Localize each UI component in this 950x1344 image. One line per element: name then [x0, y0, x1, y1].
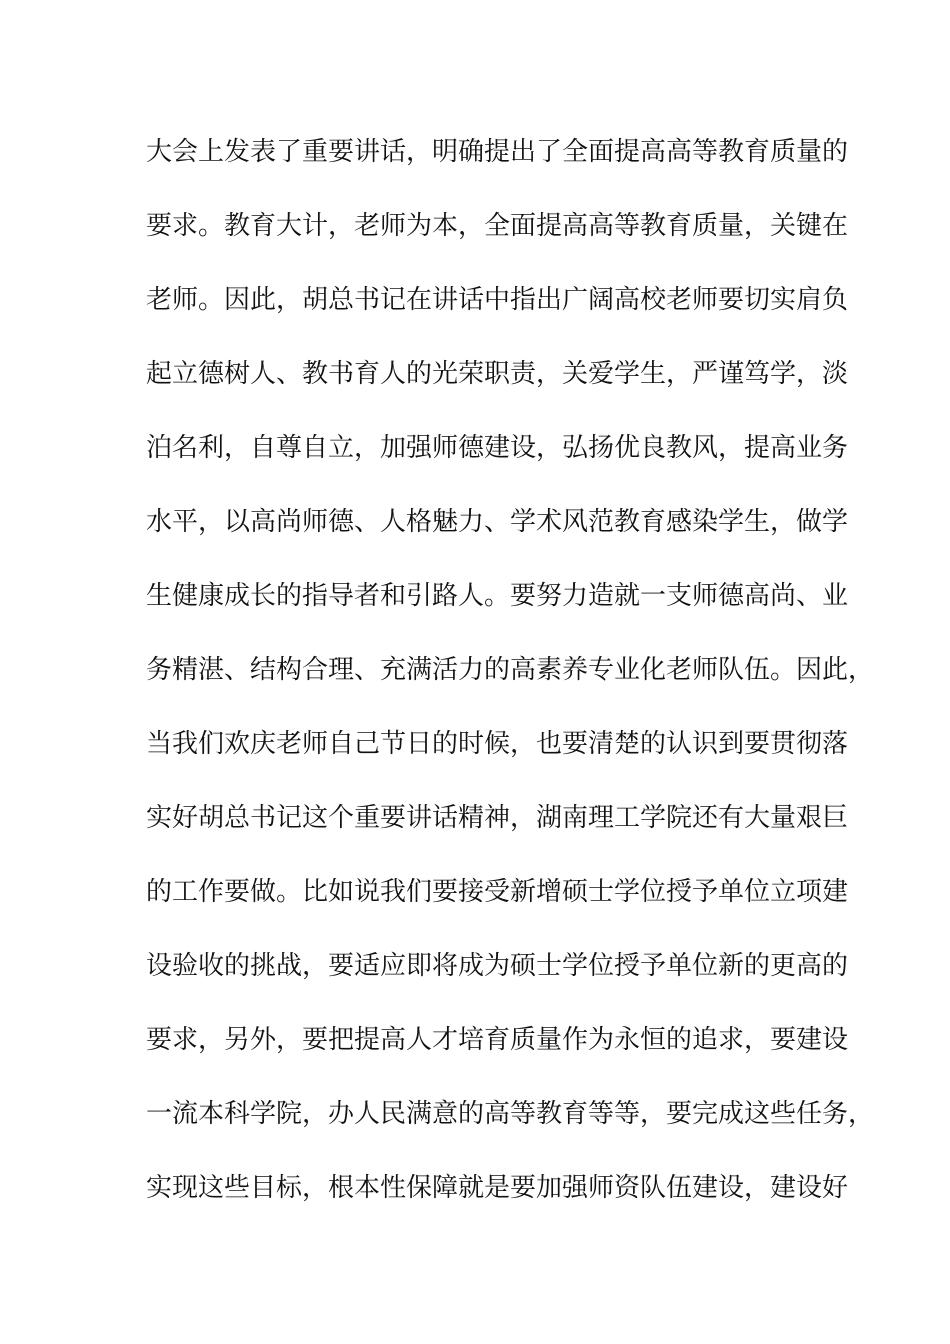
text-line: 水平，以高尚师德、人格魅力、学术风范教育感染学生，做学 [146, 507, 849, 537]
text-line: 务精湛、结构合理、充满活力的高素养专业化老师队伍。因此， [146, 655, 875, 685]
text-line: 要求，另外，要把提高人才培育质量作为永恒的追求，要建设 [146, 1025, 849, 1055]
text-line: 生健康成长的指导者和引路人。要努力造就一支师德高尚、业 [146, 581, 849, 611]
text-line: 要求。教育大计，老师为本，全面提高高等教育质量，关键在 [146, 211, 849, 241]
text-line: 一流本科学院，办人民满意的高等教育等等，要完成这些任务， [146, 1099, 875, 1129]
text-line: 起立德树人、教书育人的光荣职责，关爱学生，严谨笃学，淡 [146, 359, 849, 389]
text-line: 大会上发表了重要讲话，明确提出了全面提高高等教育质量的 [146, 137, 849, 167]
text-line: 老师。因此，胡总书记在讲话中指出广阔高校老师要切实肩负 [146, 285, 849, 315]
text-line: 当我们欢庆老师自己节日的时候，也要清楚的认识到要贯彻落 [146, 729, 849, 759]
text-line: 泊名利，自尊自立，加强师德建设，弘扬优良教风，提高业务 [146, 433, 849, 463]
text-line: 的工作要做。比如说我们要接受新增硕士学位授予单位立项建 [146, 877, 849, 907]
body-text [146, 130, 875, 1240]
text-line: 实好胡总书记这个重要讲话精神，湖南理工学院还有大量艰巨 [146, 803, 849, 833]
text-line: 实现这些目标，根本性保障就是要加强师资队伍建设，建设好 [146, 1173, 849, 1203]
text-line: 设验收的挑战，要适应即将成为硕士学位授予单位新的更高的 [146, 951, 849, 981]
